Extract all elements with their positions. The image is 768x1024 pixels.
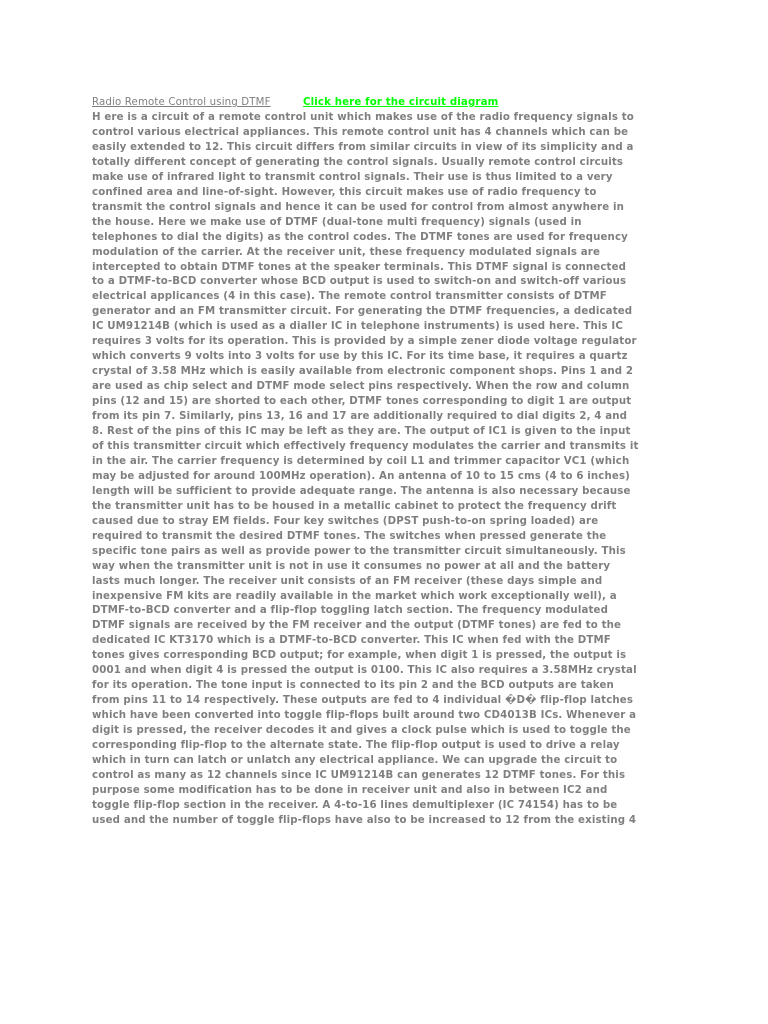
heading-row — [92, 96, 640, 111]
document — [92, 96, 640, 829]
page-title: Radio Remote Control using DTMF — [92, 97, 271, 108]
circuit-diagram-link[interactable]: Click here for the circuit diagram — [303, 97, 499, 108]
article-body: H ere is a circuit of a remote control unit which makes use of the radio frequency signals to control various electrical appliances. This remote control unit has 4 channels which can be easily extended to 12. This circuit differs from similar circuits in view of its simplicity and a totally different concept of generating the control signals. Usually remote control circuits make use of infrared light to transmit control signals. Their use is thus limited to a very confined area and line-of-sight. However, this circuit makes use of radio frequency to transmit the control signals and hence it can be used for control from almost anywhere in the house. Here we make use of DTMF (dual-tone multi frequency) signals (used in telephones to dial the digits) as the control codes. The DTMF tones are used for frequency modulation of the carrier. At the receiver unit, these frequency modulated signals are intercepted to obtain DTMF tones at the speaker terminals. This DTMF signal is connected to a DTMF-to-BCD converter whose BCD output is used to switch-on and switch-off various electrical applicances (4 in this case). The remote control transmitter consists of DTMF generator and an FM transmitter circuit. For generating the DTMF frequencies, a dedicated IC UM91214B (which is used as a dialler IC in telephone instruments) is used here. This IC requires 3 volts for its operation. This is provided by a simple zener diode voltage regulator which converts 9 volts into 3 volts for use by this IC. For its time base, it requires a quartz crystal of 3.58 MHz which is easily available from electronic component shops. Pins 1 and 2 are used as chip select and DTMF mode select pins respectively. When the row and column pins (12 and 15) are shorted to each other, DTMF tones corresponding to digit 1 are output from its pin 7. Similarly, pins 13, 16 and 17 are additionally required to dial digits 2, 4 and 8. Rest of the pins of this IC may be left as they are. The output of IC1 is given to the input of this transmitter circuit which effectively frequency modulates the carrier and transmits it in the air. The carrier frequency is determined by coil L1 and trimmer capacitor VC1 (which may be adjusted for around 100MHz operation). An antenna of 10 to 15 cms (4 to 6 inches) length will be sufficient to provide adequate range. The antenna is also necessary because the transmitter unit has to be housed in a metallic cabinet to protect the frequency drift caused due to stray EM fields. Four key switches (DPST push-to-on spring loaded) are required to transmit the desired DTMF tones. The switches when pressed generate the specific tone pairs as well as provide power to the transmitter circuit simultaneously. This way when the transmitter unit is not in use it consumes no power at all and the battery lasts much longer. The receiver unit consists of an FM receiver (these days simple and inexpensive FM kits are readily available in the market which work exceptionally well), a DTMF-to-BCD converter and a flip-flop toggling latch section. The frequency modulated DTMF signals are received by the FM receiver and the output (DTMF tones) are fed to the dedicated IC KT3170 which is a DTMF-to-BCD converter. This IC when fed with the DTMF tones gives corresponding BCD output; for example, when digit 1 is pressed, the output is 0001 and when digit 4 is pressed the output is 0100. This IC also requires a 3.58MHz crystal for its operation. The tone input is connected to its pin 2 and the BCD outputs are taken from pins 11 to 14 respectively. These outputs are fed to 4 individual �D� flip-flop latches which have been converted into toggle flip-flops built around two CD4013B ICs. Whenever a digit is pressed, the receiver decodes it and gives a clock pulse which is used to toggle the corresponding flip-flop to the alternate state. The flip-flop output is used to drive a relay which in turn can latch or unlatch any electrical appliance. We can upgrade the circuit to control as many as 12 channels since IC UM91214B can generates 12 DTMF tones. For this purpose some modification has to be done in receiver unit and also in between IC2 and toggle flip-flop section in the receiver. A 4-to-16 lines demultiplexer (IC 74154) has to be used and the number of toggle flip-flops have also to be increased to 12 from the existing 4 — [92, 112, 639, 826]
